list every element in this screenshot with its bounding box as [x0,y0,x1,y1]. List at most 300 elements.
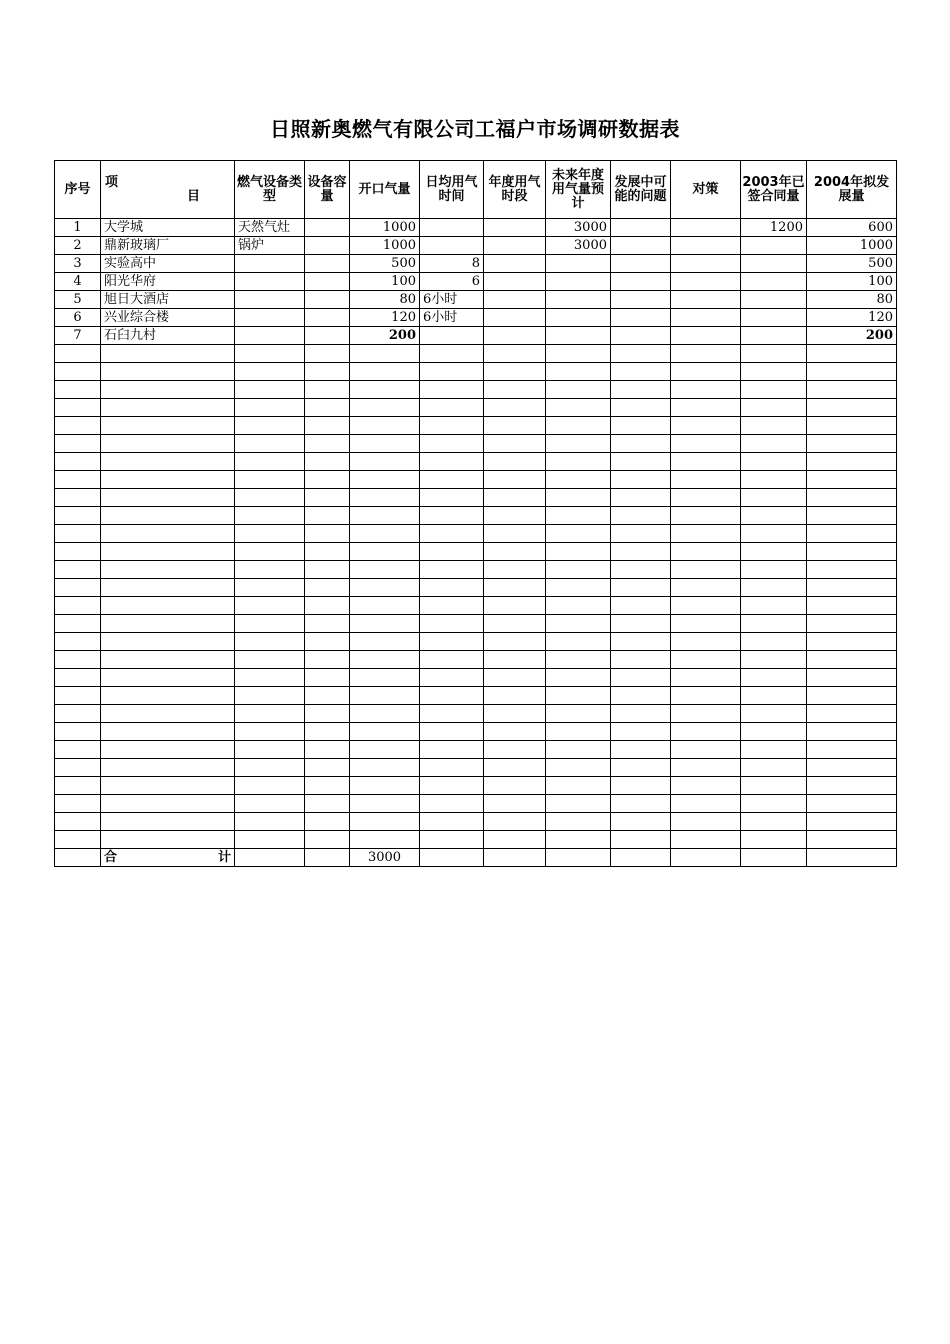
empty-cell[interactable] [671,633,741,651]
empty-cell[interactable] [235,795,305,813]
empty-cell[interactable] [55,417,101,435]
empty-cell[interactable] [350,813,420,831]
empty-cell[interactable] [305,345,350,363]
cell-daily-time[interactable] [420,219,484,237]
empty-cell[interactable] [807,543,897,561]
empty-cell[interactable] [420,633,484,651]
empty-cell[interactable] [741,435,807,453]
cell-strategy[interactable] [671,237,741,255]
empty-cell[interactable] [484,435,546,453]
empty-cell[interactable] [101,669,235,687]
cell-seq[interactable]: 6 [55,309,101,327]
cell-annual-period[interactable] [484,309,546,327]
empty-cell[interactable] [305,669,350,687]
cell-type[interactable] [235,327,305,345]
empty-cell[interactable] [420,777,484,795]
empty-cell[interactable] [350,777,420,795]
empty-cell[interactable] [611,669,671,687]
empty-cell[interactable] [420,831,484,849]
cell-type[interactable] [235,309,305,327]
empty-cell[interactable] [611,651,671,669]
empty-cell[interactable] [611,687,671,705]
empty-cell[interactable] [484,399,546,417]
empty-cell[interactable] [671,705,741,723]
empty-cell[interactable] [611,489,671,507]
cell-problem[interactable] [611,219,671,237]
empty-cell[interactable] [350,507,420,525]
empty-cell[interactable] [101,741,235,759]
empty-cell[interactable] [235,669,305,687]
empty-cell[interactable] [420,507,484,525]
empty-cell[interactable] [235,705,305,723]
empty-cell[interactable] [741,471,807,489]
cell-daily-time[interactable] [420,237,484,255]
cell-problem[interactable] [611,291,671,309]
empty-cell[interactable] [235,831,305,849]
empty-cell[interactable] [807,669,897,687]
empty-cell[interactable] [546,399,611,417]
empty-cell[interactable] [55,345,101,363]
empty-cell[interactable] [305,381,350,399]
cell-seq[interactable]: 5 [55,291,101,309]
empty-cell[interactable] [807,471,897,489]
header-daily-time[interactable]: 日均用气时间 [420,161,484,219]
empty-cell[interactable] [611,525,671,543]
empty-cell[interactable] [420,561,484,579]
cell-daily-time[interactable]: 6小时 [420,291,484,309]
empty-cell[interactable] [807,417,897,435]
empty-cell[interactable] [807,705,897,723]
empty-cell[interactable] [484,453,546,471]
empty-cell[interactable] [807,579,897,597]
cell-signed-2003[interactable] [741,309,807,327]
empty-cell[interactable] [101,633,235,651]
cell-capacity[interactable] [305,219,350,237]
empty-cell[interactable] [420,741,484,759]
empty-cell[interactable] [807,831,897,849]
total-empty-cell[interactable] [671,849,741,867]
empty-cell[interactable] [235,759,305,777]
empty-cell[interactable] [101,777,235,795]
empty-cell[interactable] [546,507,611,525]
empty-cell[interactable] [350,597,420,615]
empty-cell[interactable] [420,417,484,435]
empty-cell[interactable] [807,597,897,615]
empty-cell[interactable] [484,705,546,723]
empty-cell[interactable] [546,831,611,849]
empty-cell[interactable] [611,723,671,741]
empty-cell[interactable] [807,363,897,381]
empty-cell[interactable] [420,813,484,831]
cell-seq[interactable]: 1 [55,219,101,237]
total-empty-cell[interactable] [611,849,671,867]
total-empty-cell[interactable] [420,849,484,867]
empty-cell[interactable] [55,687,101,705]
empty-cell[interactable] [546,741,611,759]
empty-cell[interactable] [546,453,611,471]
empty-cell[interactable] [101,543,235,561]
empty-cell[interactable] [671,561,741,579]
empty-cell[interactable] [350,669,420,687]
empty-cell[interactable] [55,723,101,741]
cell-future[interactable] [546,273,611,291]
empty-cell[interactable] [55,633,101,651]
cell-item[interactable]: 鼎新玻璃厂 [101,237,235,255]
cell-problem[interactable] [611,255,671,273]
cell-capacity[interactable] [305,255,350,273]
empty-cell[interactable] [305,615,350,633]
empty-cell[interactable] [484,345,546,363]
empty-cell[interactable] [611,453,671,471]
empty-cell[interactable] [671,489,741,507]
empty-cell[interactable] [546,345,611,363]
cell-strategy[interactable] [671,273,741,291]
cell-capacity[interactable] [305,309,350,327]
empty-cell[interactable] [350,705,420,723]
empty-cell[interactable] [671,759,741,777]
empty-cell[interactable] [546,615,611,633]
cell-strategy[interactable] [671,309,741,327]
cell-type[interactable] [235,291,305,309]
cell-seq[interactable]: 3 [55,255,101,273]
empty-cell[interactable] [350,831,420,849]
empty-cell[interactable] [55,453,101,471]
empty-cell[interactable] [305,831,350,849]
empty-cell[interactable] [235,615,305,633]
empty-cell[interactable] [350,615,420,633]
empty-cell[interactable] [305,651,350,669]
cell-type[interactable] [235,255,305,273]
empty-cell[interactable] [741,669,807,687]
cell-problem[interactable] [611,327,671,345]
empty-cell[interactable] [484,525,546,543]
cell-open-gas[interactable]: 120 [350,309,420,327]
empty-cell[interactable] [350,399,420,417]
empty-cell[interactable] [671,525,741,543]
empty-cell[interactable] [420,381,484,399]
empty-cell[interactable] [807,489,897,507]
empty-cell[interactable] [101,651,235,669]
empty-cell[interactable] [741,651,807,669]
empty-cell[interactable] [741,741,807,759]
empty-cell[interactable] [671,813,741,831]
cell-signed-2003[interactable] [741,291,807,309]
total-label[interactable] [101,849,235,867]
empty-cell[interactable] [741,579,807,597]
empty-cell[interactable] [55,489,101,507]
empty-cell[interactable] [305,435,350,453]
empty-cell[interactable] [546,633,611,651]
empty-cell[interactable] [420,579,484,597]
empty-cell[interactable] [611,543,671,561]
empty-cell[interactable] [484,741,546,759]
cell-future[interactable] [546,255,611,273]
empty-cell[interactable] [55,543,101,561]
cell-signed-2003[interactable] [741,237,807,255]
empty-cell[interactable] [611,633,671,651]
header-signed-2003[interactable]: 2003年已签合同量 [741,161,807,219]
empty-cell[interactable] [611,597,671,615]
empty-cell[interactable] [484,561,546,579]
empty-cell[interactable] [484,507,546,525]
cell-plan-2004[interactable]: 600 [807,219,897,237]
empty-cell[interactable] [807,525,897,543]
empty-cell[interactable] [741,687,807,705]
empty-cell[interactable] [235,363,305,381]
empty-cell[interactable] [55,741,101,759]
header-annual-period[interactable]: 年度用气时段 [484,161,546,219]
cell-plan-2004[interactable]: 200 [807,327,897,345]
cell-future[interactable]: 3000 [546,219,611,237]
empty-cell[interactable] [55,615,101,633]
header-seq[interactable]: 序号 [55,161,101,219]
empty-cell[interactable] [671,651,741,669]
empty-cell[interactable] [55,813,101,831]
empty-cell[interactable] [55,579,101,597]
empty-cell[interactable] [807,399,897,417]
empty-cell[interactable] [420,651,484,669]
empty-cell[interactable] [101,831,235,849]
cell-problem[interactable] [611,237,671,255]
empty-cell[interactable] [305,777,350,795]
empty-cell[interactable] [235,687,305,705]
empty-cell[interactable] [611,795,671,813]
empty-cell[interactable] [235,453,305,471]
empty-cell[interactable] [235,507,305,525]
empty-cell[interactable] [671,777,741,795]
empty-cell[interactable] [484,831,546,849]
cell-item[interactable]: 大学城 [101,219,235,237]
empty-cell[interactable] [741,633,807,651]
empty-cell[interactable] [484,633,546,651]
cell-strategy[interactable] [671,291,741,309]
empty-cell[interactable] [55,651,101,669]
empty-cell[interactable] [741,363,807,381]
empty-cell[interactable] [235,561,305,579]
cell-type[interactable]: 天然气灶 [235,219,305,237]
empty-cell[interactable] [235,381,305,399]
empty-cell[interactable] [350,435,420,453]
header-strategy[interactable]: 对策 [671,161,741,219]
cell-signed-2003[interactable] [741,255,807,273]
empty-cell[interactable] [671,831,741,849]
empty-cell[interactable] [611,417,671,435]
empty-cell[interactable] [807,651,897,669]
empty-cell[interactable] [546,525,611,543]
empty-cell[interactable] [55,597,101,615]
header-item[interactable] [101,161,235,219]
empty-cell[interactable] [305,687,350,705]
empty-cell[interactable] [235,723,305,741]
empty-cell[interactable] [741,453,807,471]
empty-cell[interactable] [235,399,305,417]
empty-cell[interactable] [484,489,546,507]
empty-cell[interactable] [807,687,897,705]
empty-cell[interactable] [55,381,101,399]
empty-cell[interactable] [807,723,897,741]
cell-annual-period[interactable] [484,255,546,273]
header-open-gas[interactable]: 开口气量 [350,161,420,219]
empty-cell[interactable] [235,417,305,435]
total-empty-cell[interactable] [484,849,546,867]
empty-cell[interactable] [101,705,235,723]
empty-cell[interactable] [420,345,484,363]
header-capacity[interactable]: 设备容量 [305,161,350,219]
cell-type[interactable]: 锅炉 [235,237,305,255]
empty-cell[interactable] [671,471,741,489]
empty-cell[interactable] [235,741,305,759]
empty-cell[interactable] [305,705,350,723]
empty-cell[interactable] [807,615,897,633]
cell-capacity[interactable] [305,327,350,345]
empty-cell[interactable] [611,381,671,399]
empty-cell[interactable] [350,561,420,579]
empty-cell[interactable] [305,489,350,507]
empty-cell[interactable] [101,597,235,615]
empty-cell[interactable] [484,381,546,399]
cell-problem[interactable] [611,309,671,327]
empty-cell[interactable] [546,723,611,741]
empty-cell[interactable] [546,651,611,669]
empty-cell[interactable] [741,795,807,813]
empty-cell[interactable] [235,345,305,363]
empty-cell[interactable] [235,777,305,795]
cell-item[interactable]: 旭日大酒店 [101,291,235,309]
empty-cell[interactable] [235,597,305,615]
empty-cell[interactable] [101,579,235,597]
empty-cell[interactable] [305,363,350,381]
empty-cell[interactable] [741,399,807,417]
empty-cell[interactable] [101,453,235,471]
header-problems[interactable]: 发展中可能的问题 [611,161,671,219]
cell-annual-period[interactable] [484,273,546,291]
cell-daily-time[interactable]: 8 [420,255,484,273]
cell-item[interactable]: 兴业综合楼 [101,309,235,327]
empty-cell[interactable] [741,345,807,363]
total-open-gas[interactable]: 3000 [350,849,420,867]
empty-cell[interactable] [671,381,741,399]
empty-cell[interactable] [55,705,101,723]
empty-cell[interactable] [305,507,350,525]
empty-cell[interactable] [235,489,305,507]
empty-cell[interactable] [350,759,420,777]
cell-problem[interactable] [611,273,671,291]
empty-cell[interactable] [611,435,671,453]
empty-cell[interactable] [101,813,235,831]
cell-capacity[interactable] [305,291,350,309]
empty-cell[interactable] [420,471,484,489]
cell-seq[interactable]: 4 [55,273,101,291]
empty-cell[interactable] [55,561,101,579]
empty-cell[interactable] [235,525,305,543]
empty-cell[interactable] [807,345,897,363]
cell-item[interactable]: 阳光华府 [101,273,235,291]
cell-plan-2004[interactable]: 1000 [807,237,897,255]
empty-cell[interactable] [671,687,741,705]
total-empty-cell[interactable] [807,849,897,867]
empty-cell[interactable] [484,777,546,795]
empty-cell[interactable] [305,813,350,831]
cell-open-gas[interactable]: 500 [350,255,420,273]
cell-item[interactable]: 石臼九村 [101,327,235,345]
empty-cell[interactable] [101,471,235,489]
cell-plan-2004[interactable]: 120 [807,309,897,327]
empty-cell[interactable] [807,381,897,399]
empty-cell[interactable] [741,777,807,795]
header-future[interactable]: 未来年度用气量预计 [546,161,611,219]
header-equip-type[interactable]: 燃气设备类型 [235,161,305,219]
empty-cell[interactable] [611,561,671,579]
cell-signed-2003[interactable]: 1200 [741,219,807,237]
empty-cell[interactable] [420,543,484,561]
empty-cell[interactable] [101,345,235,363]
empty-cell[interactable] [671,363,741,381]
empty-cell[interactable] [807,453,897,471]
cell-future[interactable] [546,327,611,345]
empty-cell[interactable] [305,471,350,489]
empty-cell[interactable] [484,417,546,435]
cell-signed-2003[interactable] [741,327,807,345]
empty-cell[interactable] [235,813,305,831]
empty-cell[interactable] [101,615,235,633]
empty-cell[interactable] [484,597,546,615]
empty-cell[interactable] [101,417,235,435]
empty-cell[interactable] [741,723,807,741]
empty-cell[interactable] [420,723,484,741]
empty-cell[interactable] [350,525,420,543]
empty-cell[interactable] [235,435,305,453]
empty-cell[interactable] [741,381,807,399]
empty-cell[interactable] [807,561,897,579]
empty-cell[interactable] [741,561,807,579]
empty-cell[interactable] [420,705,484,723]
empty-cell[interactable] [546,795,611,813]
empty-cell[interactable] [484,363,546,381]
empty-cell[interactable] [55,795,101,813]
empty-cell[interactable] [807,795,897,813]
empty-cell[interactable] [484,813,546,831]
empty-cell[interactable] [546,471,611,489]
cell-daily-time[interactable]: 6小时 [420,309,484,327]
cell-annual-period[interactable] [484,291,546,309]
empty-cell[interactable] [611,471,671,489]
cell-strategy[interactable] [671,255,741,273]
cell-item[interactable]: 实验高中 [101,255,235,273]
empty-cell[interactable] [55,777,101,795]
empty-cell[interactable] [484,471,546,489]
empty-cell[interactable] [420,489,484,507]
empty-cell[interactable] [305,453,350,471]
empty-cell[interactable] [350,795,420,813]
empty-cell[interactable] [546,777,611,795]
empty-cell[interactable] [101,363,235,381]
cell-seq[interactable]: 2 [55,237,101,255]
empty-cell[interactable] [420,525,484,543]
cell-type[interactable] [235,273,305,291]
empty-cell[interactable] [546,381,611,399]
empty-cell[interactable] [611,399,671,417]
cell-capacity[interactable] [305,273,350,291]
empty-cell[interactable] [420,687,484,705]
empty-cell[interactable] [546,687,611,705]
empty-cell[interactable] [350,687,420,705]
empty-cell[interactable] [305,417,350,435]
empty-cell[interactable] [305,543,350,561]
empty-cell[interactable] [807,435,897,453]
empty-cell[interactable] [101,399,235,417]
empty-cell[interactable] [484,723,546,741]
empty-cell[interactable] [671,615,741,633]
